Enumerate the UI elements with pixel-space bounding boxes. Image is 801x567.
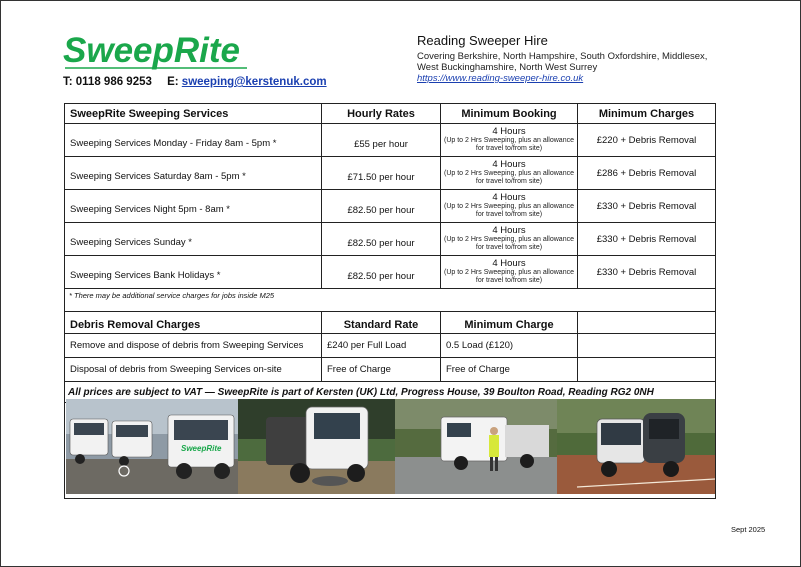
table-row — [65, 190, 716, 223]
coverage-line-1: Covering Berkshire, North Hampshire, South Oxfordshire, Middlesex, — [417, 51, 708, 62]
header-minimum-charge: Minimum Charge — [441, 312, 578, 334]
debris-rate: £240 per Full Load — [322, 334, 441, 358]
compact-sweeper-photo — [238, 399, 395, 494]
table-row — [65, 223, 716, 256]
min-hours: 4 Hours — [492, 159, 526, 170]
logo-text: SweepRite — [63, 31, 240, 70]
minimum-charge: £330 + Debris Removal — [578, 190, 716, 223]
company-title: Reading Sweeper Hire — [417, 33, 548, 48]
debris-rate: Free of Charge — [322, 358, 441, 382]
note-row — [65, 289, 716, 312]
table-row — [65, 124, 716, 157]
minimum-booking — [441, 223, 578, 256]
email-link[interactable]: sweeping@kerstenuk.com — [181, 76, 327, 88]
coverage-line-2: West Buckinghamshire, North West Surrey — [417, 62, 598, 73]
minimum-booking — [441, 157, 578, 190]
table-row — [65, 358, 716, 382]
hourly-rate: £55 per hour — [322, 124, 441, 157]
min-note: (Up to 2 Hrs Sweeping, plus an allowance for travel to/from site) — [444, 170, 574, 185]
minimum-booking — [441, 256, 578, 289]
min-note: (Up to 2 Hrs Sweeping, plus an allowance for travel to/from site) — [444, 269, 574, 284]
min-note: (Up to 2 Hrs Sweeping, plus an allowance for travel to/from site) — [444, 137, 574, 152]
min-hours: 4 Hours — [492, 192, 526, 203]
minimum-charge: £220 + Debris Removal — [578, 124, 716, 157]
contact-line — [63, 76, 327, 88]
truck-logo-text: SweepRite — [181, 444, 222, 453]
hourly-rate: £82.50 per hour — [322, 190, 441, 223]
table-row — [65, 256, 716, 289]
header-minimum-booking: Minimum Booking — [441, 104, 578, 124]
photo-strip — [66, 399, 715, 494]
document-date: Sept 2025 — [731, 525, 766, 534]
service-name: Sweeping Services Night 5pm - 8am * — [65, 190, 322, 223]
minimum-booking — [441, 190, 578, 223]
m25-note: * There may be additional service charges for jobs inside M25 — [65, 289, 716, 312]
pavement-sweeper-photo — [557, 399, 715, 494]
company-info — [417, 33, 747, 84]
service-name: Sweeping Services Bank Holidays * — [65, 256, 322, 289]
minimum-charge: £286 + Debris Removal — [578, 157, 716, 190]
minimum-charge: £330 + Debris Removal — [578, 223, 716, 256]
services-header-row — [65, 104, 716, 124]
service-name: Sweeping Services Saturday 8am - 5pm * — [65, 157, 322, 190]
table-row — [65, 334, 716, 358]
hourly-rate: £71.50 per hour — [322, 157, 441, 190]
header-debris-removal: Debris Removal Charges — [65, 312, 322, 334]
service-name: Sweeping Services Sunday * — [65, 223, 322, 256]
service-name: Sweeping Services Monday - Friday 8am - 5pm * — [65, 124, 322, 157]
debris-item: Remove and dispose of debris from Sweeping Services — [65, 334, 322, 358]
vat-notice: All prices are subject to VAT — SweepRite is part of Kersten (UK) Ltd, Progress House, 39 Boulton Road, Reading RG2 0NH — [65, 382, 716, 403]
trucks-photo — [66, 399, 238, 494]
table-row — [65, 157, 716, 190]
debris-empty — [578, 334, 716, 358]
email-label: E: — [167, 76, 179, 88]
header-services: SweepRite Sweeping Services — [65, 104, 322, 124]
debris-header-row — [65, 312, 716, 334]
debris-empty — [578, 358, 716, 382]
min-hours: 4 Hours — [492, 126, 526, 137]
hourly-rate: £82.50 per hour — [322, 256, 441, 289]
header-standard-rate: Standard Rate — [322, 312, 441, 334]
debris-item: Disposal of debris from Sweeping Services on-site — [65, 358, 322, 382]
minimum-charge: £330 + Debris Removal — [578, 256, 716, 289]
header-empty — [578, 312, 716, 334]
debris-minimum: Free of Charge — [441, 358, 578, 382]
min-note: (Up to 2 Hrs Sweeping, plus an allowance for travel to/from site) — [444, 203, 574, 218]
phone-number: T: 0118 986 9253 — [63, 76, 152, 88]
sweeprite-logo — [61, 29, 251, 73]
hourly-rate: £82.50 per hour — [322, 223, 441, 256]
min-hours: 4 Hours — [492, 225, 526, 236]
min-note: (Up to 2 Hrs Sweeping, plus an allowance for travel to/from site) — [444, 236, 574, 251]
header-hourly-rates: Hourly Rates — [322, 104, 441, 124]
header-minimum-charges: Minimum Charges — [578, 104, 716, 124]
operator-sweeper-photo — [395, 399, 557, 494]
minimum-booking — [441, 124, 578, 157]
debris-minimum: 0.5 Load (£120) — [441, 334, 578, 358]
website-link[interactable]: https://www.reading-sweeper-hire.co.uk — [417, 73, 584, 84]
min-hours: 4 Hours — [492, 258, 526, 269]
